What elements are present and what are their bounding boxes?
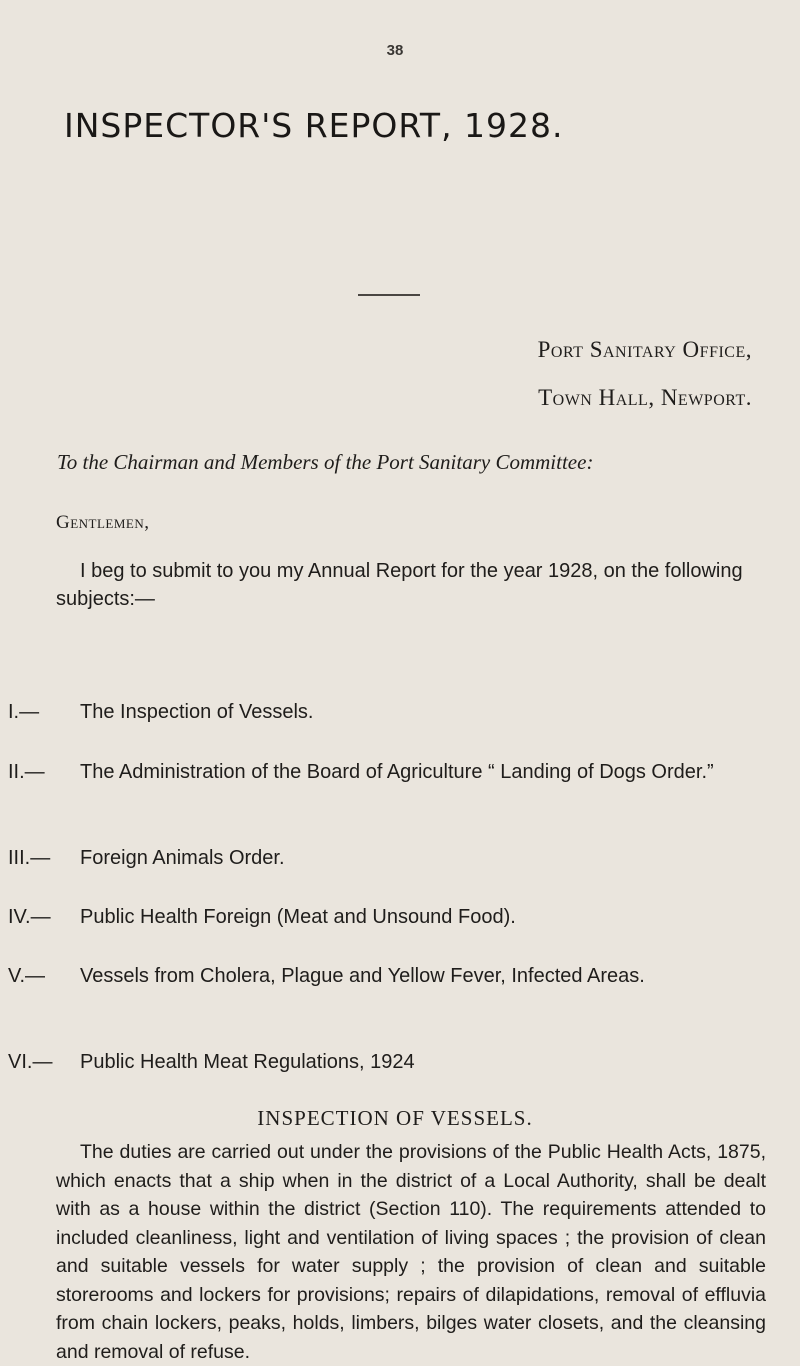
subject-text: Vessels from Cholera, Plague and Yellow Fever, Infected Areas. [80,965,645,987]
subject-item: I.— The Inspection of Vessels. [8,701,314,723]
page-number: 38 [386,42,404,59]
subject-text: Public Health Foreign (Meat and Unsound Food). [80,906,516,928]
salutation-addressee: To the Chairman and Members of the Port Sanitary Committee: [57,450,594,474]
subject-text: The Inspection of Vessels. [80,701,314,723]
subject-item: VI.— Public Health Meat Regulations, 1924 [8,1051,415,1073]
address-line-town-hall: Town Hall, Newport. [538,385,752,410]
section-body-paragraph: The duties are carried out under the provisions of the Public Health Acts, 1875, which enacts that a ship when in the district of a Local Authority, shall be dealt with as a house within the district (Section 110). The requirements attended to included cleanliness, light and ventilation of living spaces ; the provision of clean and suitable vessels for water supply ; the provision of clean and suitable storerooms and lockers for provisions; repairs of dilapidations, removal of effluvia from chain lockers, peaks, holds, limbers, bilges water closets, and the cleansing and removal of refuse. [56,1141,766,1363]
salutation-greeting: Gentlemen, [56,512,150,533]
subject-item: V.— Vessels from Cholera, Plague and Yellow Fever, Infected Areas. [8,965,645,987]
section-heading: INSPECTION OF VESSELS. [257,1106,533,1130]
title-divider [358,294,420,296]
address-line-office: Port Sanitary Office, [537,337,752,362]
subject-text: Public Health Meat Regulations, 1924 [80,1051,415,1073]
subject-text: The Administration of the Board of Agriculture “ Landing of Dogs Order.” [80,761,714,783]
subject-text: Foreign Animals Order. [80,847,285,869]
intro-paragraph: I beg to submit to you my Annual Report for the year 1928, on the following subjects:— [56,560,743,610]
report-title: INSPECTOR'S REPORT, 1928. [64,106,564,145]
subject-item: III.— Foreign Animals Order. [8,847,285,869]
subject-item: IV.— Public Health Foreign (Meat and Unsound Food). [8,906,516,928]
subject-item: II.— The Administration of the Board of Agriculture “ Landing of Dogs Order.” [8,761,714,783]
